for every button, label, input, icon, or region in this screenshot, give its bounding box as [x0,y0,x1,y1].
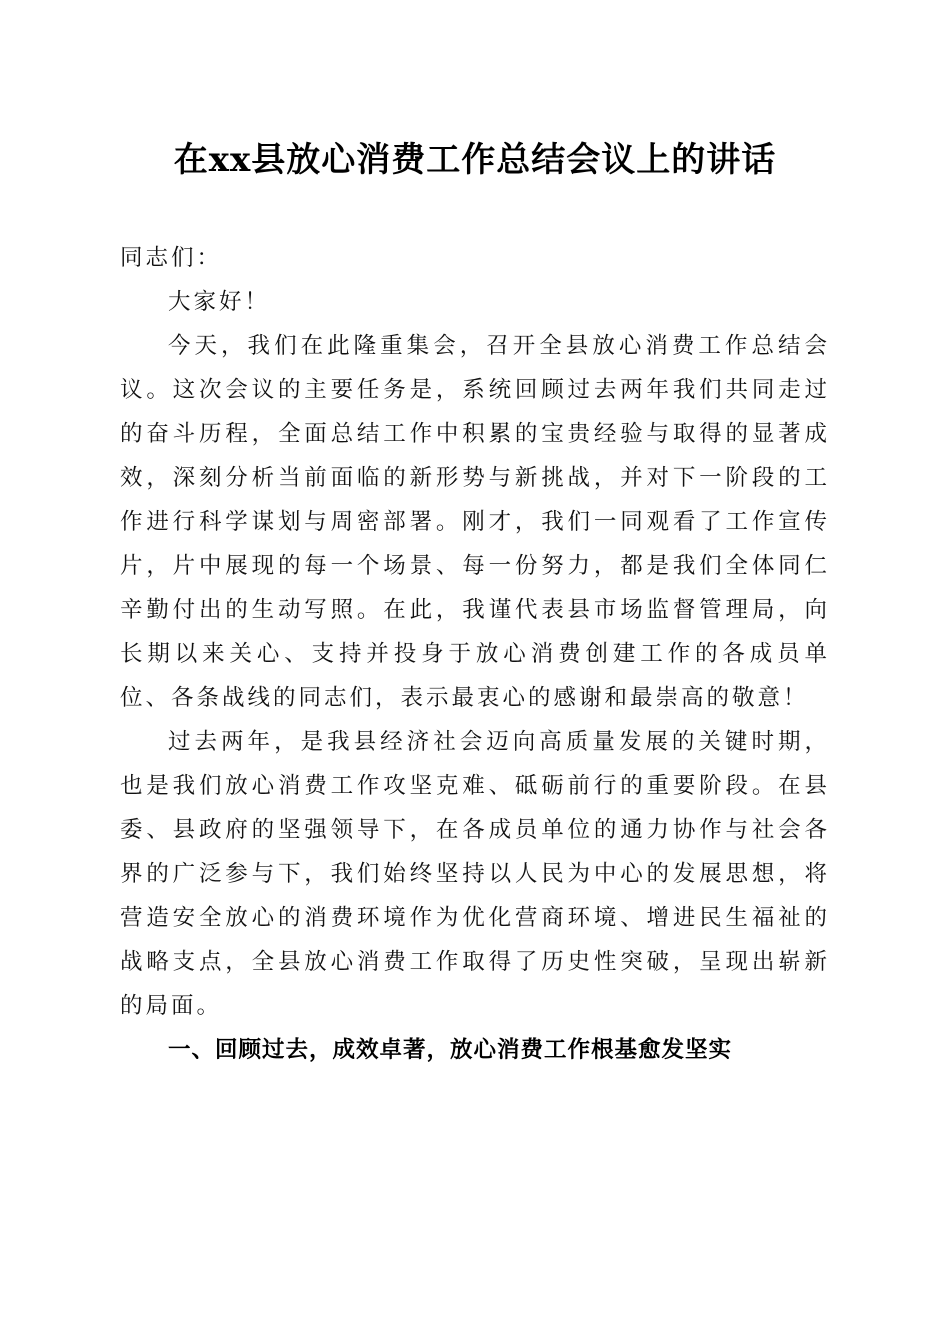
paragraph-opening: 今天，我们在此隆重集会，召开全县放心消费工作总结会议。这次会议的主要任务是，系统回顾过去两年我们共同走过的奋斗历程，全面总结工作中积累的宝贵经验与取得的显著成效，深刻分析当前面临的新形势与新挑战，并对下一阶段的工作进行科学谋划与周密部署。刚才，我们一同观看了工作宣传片，片中展现的每一个场景、每一份努力，都是我们全体同仁辛勤付出的生动写照。在此，我谨代表县市场监督管理局，向长期以来关心、支持并投身于放心消费创建工作的各成员单位、各条战线的同志们，表示最衷心的感谢和最崇高的敬意！ [120,333,830,711]
document-title: 在xx县放心消费工作总结会议上的讲话 [173,140,777,180]
document-body [120,236,830,1072]
section-heading: 一、回顾过去，成效卓著，放心消费工作根基愈发坚实 [168,1037,733,1063]
greeting: 大家好！ [168,289,271,315]
paragraph-review: 过去两年，是我县经济社会迈向高质量发展的关键时期，也是我们放心消费工作攻坚克难、砥砺前行的重要阶段。在县委、县政府的坚强领导下，在各成员单位的通力协作与社会各界的广泛参与下，我们始终坚持以人民为中心的发展思想，将营造安全放心的消费环境作为优化营商环境、增进民生福祉的战略支点，全县放心消费工作取得了历史性突破，呈现出崭新的局面。 [120,729,830,1019]
salutation: 同志们： [120,245,223,271]
